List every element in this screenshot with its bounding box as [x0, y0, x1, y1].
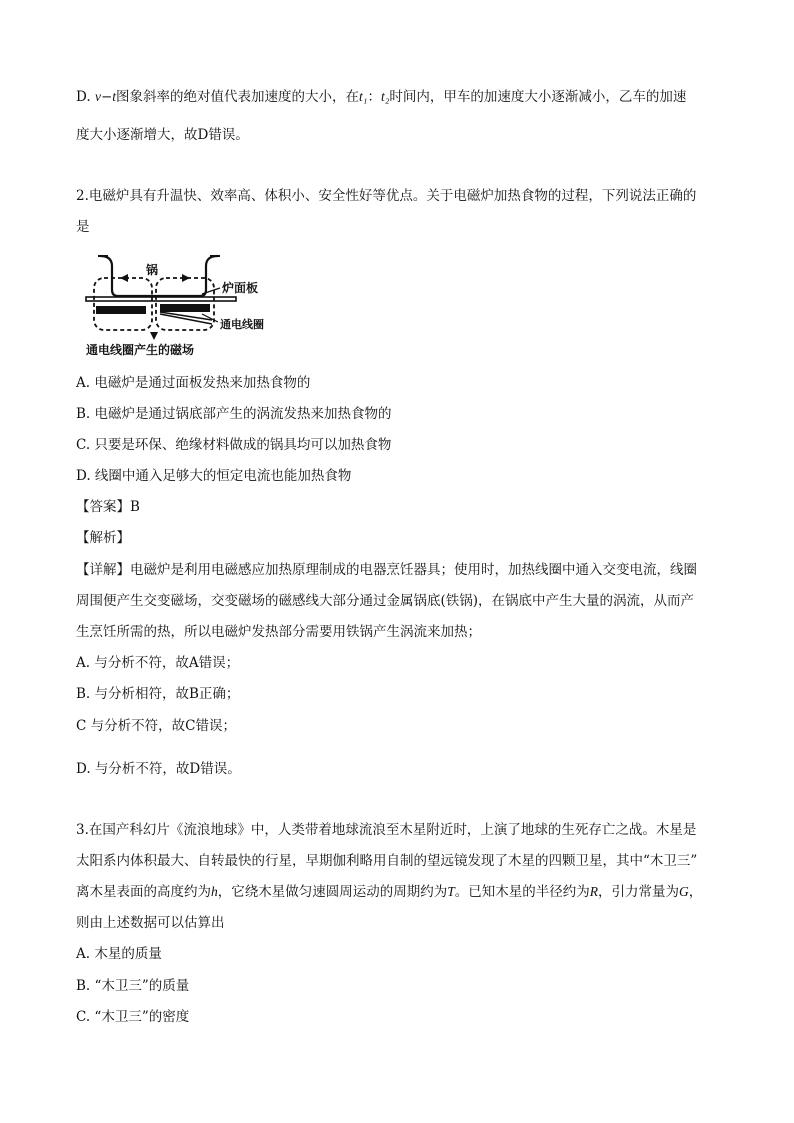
figure-caption: 通电线圈产生的磁场 — [86, 343, 195, 357]
q2-judgment-d: D. 与分析不符，故D错误。 — [76, 761, 241, 777]
q2-option-c: C. 只要是环保、绝缘材料做成的锅具均可以加热食物 — [76, 437, 392, 453]
q2-answer: 【答案】B — [76, 499, 140, 515]
q3-option-c: C. “木卫三”的密度 — [76, 1009, 190, 1025]
q3-line3-d: ，引力常量为 — [598, 884, 680, 900]
q3-line1: 3.在国产科幻片《流浪地球》中，人类带着地球流浪至木星附近时，上演了地球的生死存亡之战。木星是 — [76, 822, 697, 838]
q3-line3 — [76, 882, 702, 902]
q2-option-a: A. 电磁炉是通过面板发热来加热食物的 — [76, 375, 311, 391]
field-arrow-right — [182, 274, 190, 282]
plate-pointer — [202, 288, 220, 294]
q2-option-d: D. 线圈中通入足够大的恒定电流也能加热食物 — [76, 468, 352, 484]
q3-line3-c: 。已知木星的半径约为 — [454, 884, 590, 900]
q3-line2: 太阳系内体积最大、自转最快的行星，早期伽利略用自制的望远镜发现了木星的四颗卫星，其中“木卫三” — [76, 853, 698, 869]
q3-option-a: A. 木星的质量 — [76, 946, 162, 962]
coil-right — [160, 304, 210, 312]
var-T: T — [447, 884, 455, 899]
var-t: t — [112, 89, 117, 104]
var-G: G — [679, 884, 689, 899]
minus-sign: − — [100, 89, 113, 105]
q2-stem-line2: 是 — [76, 219, 90, 235]
field-loop-left — [94, 278, 152, 330]
coil-left — [96, 306, 146, 314]
var-t2: t₂ — [380, 89, 390, 104]
var-R: R — [589, 884, 599, 899]
q2-analysis-title: 【解析】 — [76, 530, 130, 546]
var-v: v — [94, 89, 101, 104]
label-coil: 通电线圈 — [220, 318, 264, 331]
q3-line3-e: ， — [688, 884, 703, 900]
q1-d-text1: 图象斜率的绝对值代表加速度的大小，在 — [116, 89, 360, 105]
var-t1: t₁ — [359, 89, 368, 104]
q2-detail-line3: 生烹饪所需的热，所以电磁炉发热部分需要用铁锅产生涡流来加热； — [76, 624, 481, 640]
field-arrow-left — [120, 274, 128, 282]
q1-d-text2: 时间内，甲车的加速度大小逐渐减小，乙车的加速 — [389, 89, 687, 105]
var-h: h — [211, 884, 218, 899]
q2-judgment-a: A. 与分析不符，故A错误； — [76, 655, 240, 671]
colon-sep: ： — [367, 89, 381, 105]
induction-cooker-diagram — [84, 252, 284, 362]
pot-shape — [100, 256, 218, 296]
q2-judgment-b: B. 与分析相符，故B正确； — [76, 686, 240, 702]
q1-d-prefix: D. — [76, 89, 91, 105]
q3-line3-a: 离木星表面的高度约为 — [76, 884, 211, 900]
coil-pointer — [202, 314, 218, 322]
q1-option-d-line1 — [76, 87, 686, 107]
label-pot: 锅 — [146, 263, 159, 277]
q2-option-b: B. 电磁炉是通过锅底部产生的涡流发热来加热食物的 — [76, 406, 392, 422]
field-arrow-center — [150, 332, 158, 340]
q3-line4: 则由上述数据可以估算出 — [76, 915, 225, 931]
q2-detail-line1: 【详解】电磁炉是利用电磁感应加热原理制成的电器烹饪器具；使用时，加热线圈中通入交变电流，线圈 — [76, 562, 697, 578]
q3-option-b: B. “木卫三”的质量 — [76, 978, 190, 994]
q2-judgment-c: C 与分析不符，故C错误； — [76, 718, 236, 734]
q2-stem-line1: 2.电磁炉具有升温快、效率高、体积小、安全性好等优点。关于电磁炉加热食物的过程，下列说法正确的 — [76, 188, 697, 204]
q3-line3-b: ，它绕木星做匀速圆周运动的周期约为 — [217, 884, 448, 900]
q1-option-d-line2: 度大小逐渐增大，故D错误。 — [76, 127, 249, 143]
label-plate: 炉面板 — [222, 281, 259, 295]
q2-detail-line2: 周围便产生交变磁场，交变磁场的磁感线大部分通过金属锅底(铁锅)，在锅底中产生大量的涡流，从而产 — [76, 593, 695, 609]
